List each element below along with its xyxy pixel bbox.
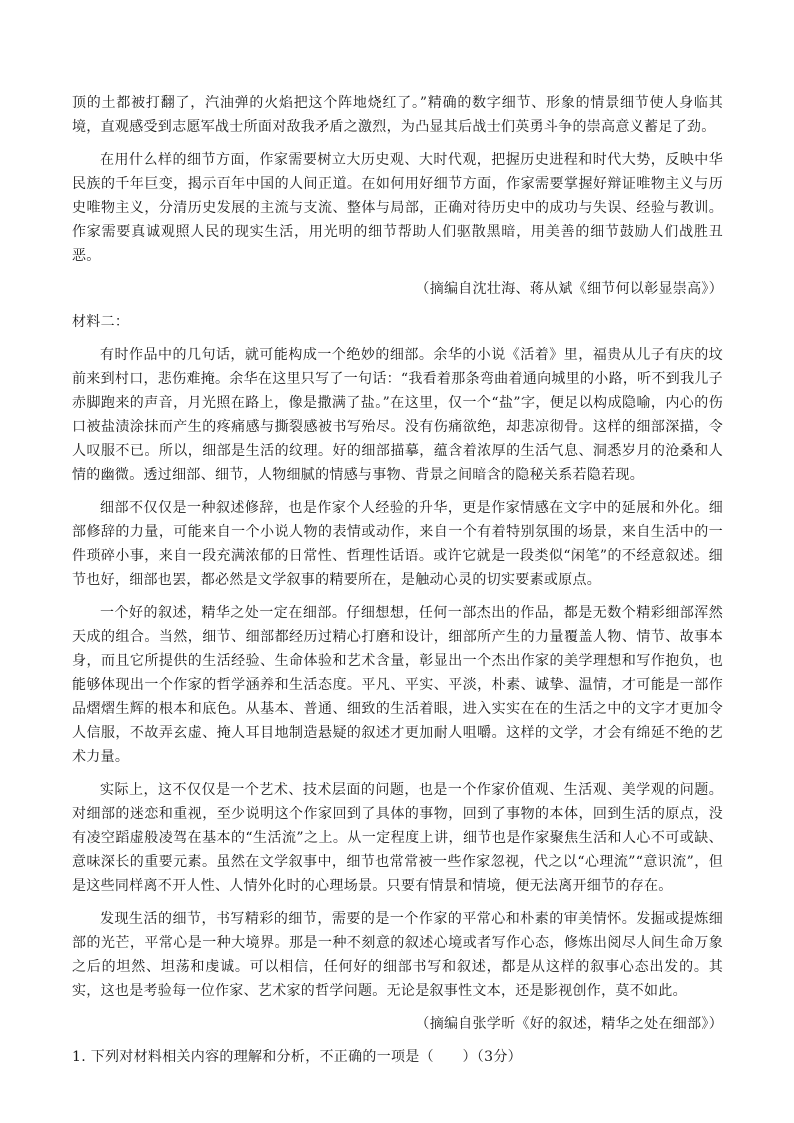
- material1-source: （摘编自沈壮海、蒋从斌《细节何以彰显崇高》）: [415, 281, 723, 297]
- material2-paragraph-1: 有时作品中的几句话，就可能构成一个绝妙的细部。余华的小说《活着》里，福贵从儿子有庆的坟前来到村口，悲伤难掩。余华在这里只写了一句话：“我看着那条弯曲着通向城里的小路，听不到我儿子赤脚跑来的声音，月光照在路上，像是撒满了盐。”在这里，仅一个“盐”字，便足以构成隐喻，内心的伤口被盐渍涂抹而产生的疼痛感与撕裂感被书写殆尽。没有伤痛欲绝，却悲凉彻骨。这样的细部深描，令人叹服不已。所以，细部是生活的纹理。好的细部描摹，蕴含着浓厚的生活气息、洞悉岁月的沧桑和人情的幽微。透过细部、细节，人物细腻的情感与事物、背景之间暗含的隐秘关系若隐若现。: [72, 347, 723, 483]
- question-1: 1. 下列对材料相关内容的理解和分析，不正确的一项是（ ）（3分）: [72, 1049, 522, 1065]
- material2-paragraph-5: 发现生活的细节，书写精彩的细节，需要的是一个作家的平常心和朴素的审美情怀。发掘或提炼细部的光芒，平常心是一种大境界。那是一种不刻意的叙述心境或者写作心态，修炼出阅尽人间生命万象之后的坦然、坦荡和虔诚。可以相信，任何好的细部书写和叙述，都是从这样的叙事心态出发的。其实，这也是考验每一位作家、艺术家的哲学问题。无论是叙事性文本，还是影视创作，莫不如此。: [72, 911, 723, 999]
- material2-paragraph-3: 一个好的叙述，精华之处一定在细部。仔细想想，任何一部杰出的作品，都是无数个精彩细部浑然天成的组合。当然，细节、细部都经历过精心打磨和设计，细部所产生的力量覆盖人物、情节、故事本身，而且它所提供的生活经验、生命体验和艺术含量，彰显出一个杰出作家的美学理想和写作抱负，也能够体现出一个作家的哲学涵养和生活态度。平凡、平实、平淡，朴素、诚挚、温情，才可能是一部作品熠熠生辉的根本和底色。从基本、普通、细致的生活着眼，进入实实在在的生活之中的文字才更加令人信服，不故弄玄虚、掩人耳目地制造悬疑的叙述才更加耐人咀嚼。这样的文学，才会有绵延不绝的艺术力量。: [72, 605, 723, 765]
- material2-heading: 材料二：: [72, 314, 130, 330]
- material2-paragraph-2: 细部不仅仅是一种叙述修辞，也是作家个人经验的升华，更是作家情感在文字中的延展和外化。细部修辞的力量，可能来自一个小说人物的表情或动作，来自一个有着特别氛围的场景，来自生活中的一件琐碎小事，来自一段充满浓郁的日常性、哲理性话语。或许它就是一段类似“闲笔”的不经意叙述。细节也好，细部也罢，都必然是文学叙事的精要所在，是触动心灵的切实要素或原点。: [72, 500, 723, 588]
- material2-source: （摘编自张学昕《好的叙述，精华之处在细部》）: [415, 1016, 723, 1032]
- material1-paragraph-2: 在用什么样的细节方面，作家需要树立大历史观、大时代观，把握历史进程和时代大势，反映中华民族的千年巨变，揭示百年中国的人间正道。在如何用好细节方面，作家需要掌握好辩证唯物主义与历史唯物主义，分清历史发展的主流与支流、整体与局部，正确对待历史中的成功与失误、经验与教训。作家需要真诚观照人民的现实生活，用光明的细节帮助人们驱散黑暗，用美善的细节鼓励人们战胜丑恶。: [72, 152, 723, 264]
- material2-paragraph-4: 实际上，这不仅仅是一个艺术、技术层面的问题，也是一个作家价值观、生活观、美学观的问题。对细部的迷恋和重视，至少说明这个作家回到了具体的事物，回到了事物的本体，回到生活的原点，没有凌空蹈虚般凌驾在基本的“生活流”之上。从一定程度上讲，细节也是作家聚焦生活和人心不可或缺、意味深长的重要元素。虽然在文学叙事中，细节也常常被一些作家忽视，代之以“心理流”“意识流”，但是这些同样离不开人性、人情外化时的心理场景。只要有情景和情境，便无法离开细节的存在。: [72, 782, 723, 894]
- page-content: [72, 91, 723, 1078]
- material1-continued-paragraph: 顶的土都被打翻了，汽油弹的火焰把这个阵地烧红了。”精确的数字细节、形象的情景细节使人身临其境，直观感受到志愿军战士所面对敌我矛盾之激烈，为凸显其后战士们英勇斗争的崇高意义蓄足了劲。: [72, 95, 723, 135]
